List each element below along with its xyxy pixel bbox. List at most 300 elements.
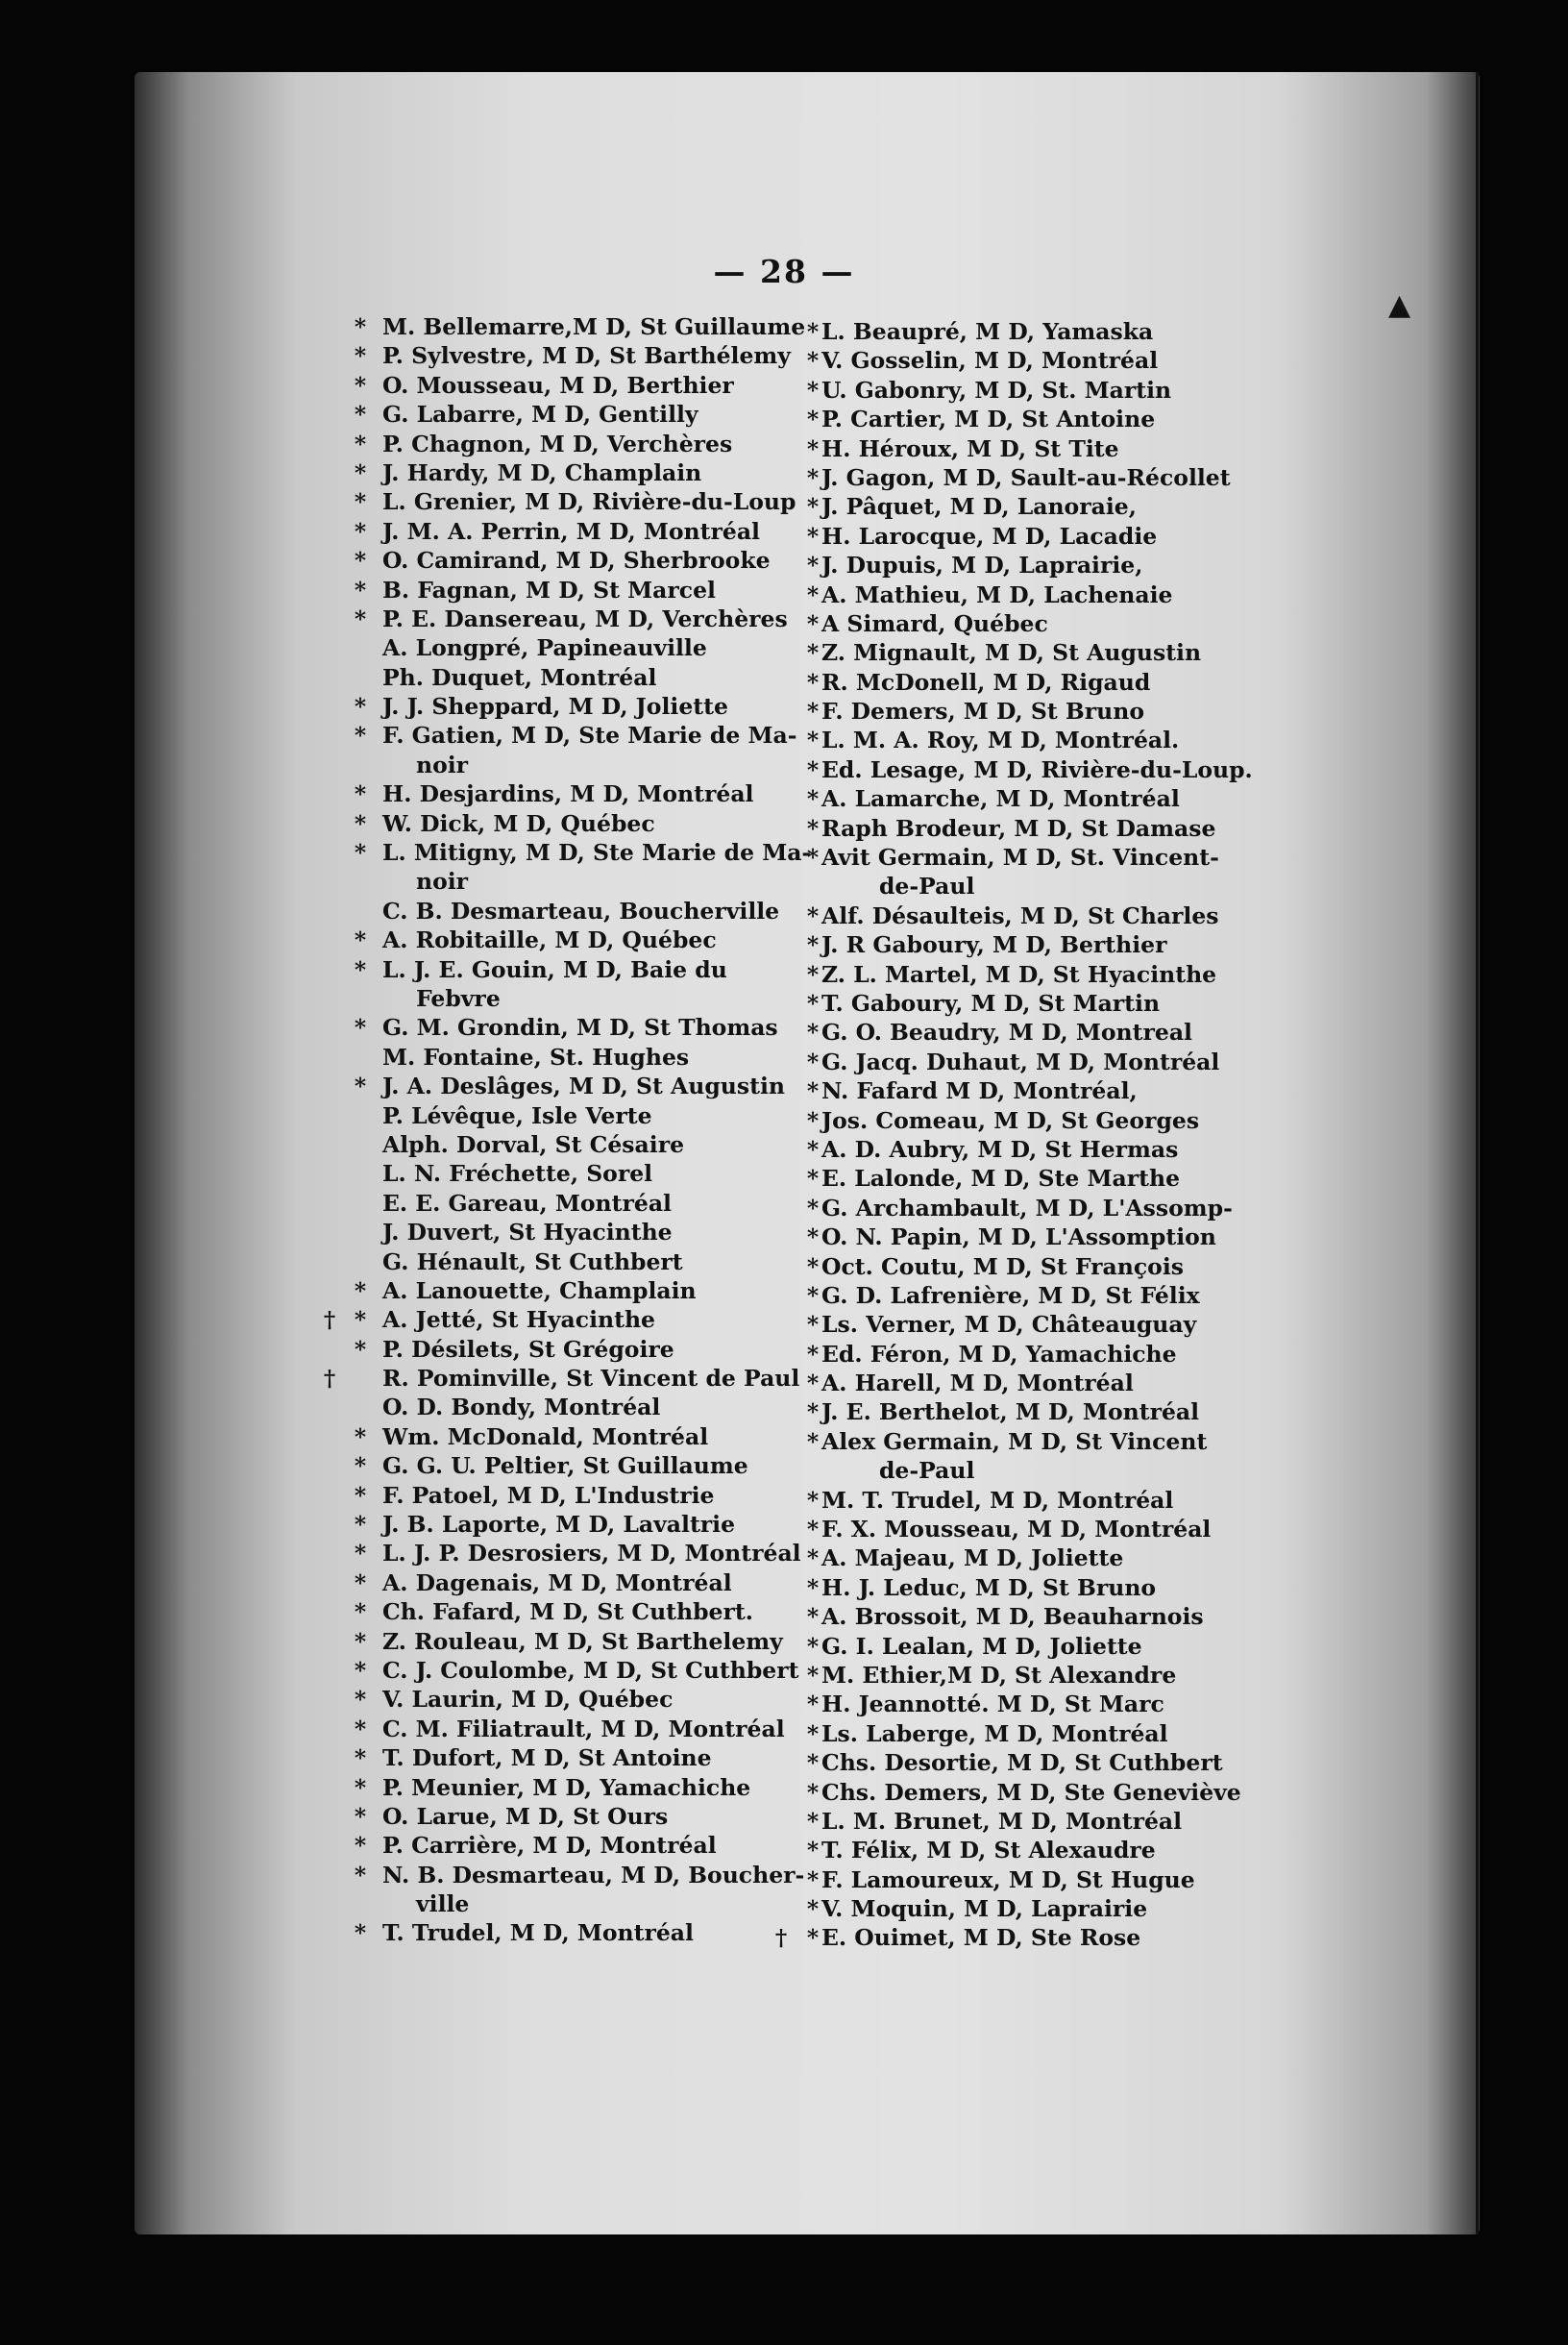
directory-entry	[806, 405, 1283, 433]
asterisk-mark: *	[806, 1865, 820, 1893]
directory-entry	[320, 1364, 839, 1393]
asterisk-mark: *	[806, 755, 820, 783]
entry-text: Ls. Verner, M D, Châteauguay	[821, 1311, 1197, 1339]
entry-text: Ls. Laberge, M D, Montréal	[821, 1719, 1168, 1747]
directory-entry	[320, 1656, 839, 1685]
entry-text: R. Pominville, St Vincent de Paul	[382, 1365, 800, 1393]
entry-text: F. Gatien, M D, Ste Marie de Ma-	[382, 722, 797, 750]
asterisk-mark: *	[354, 1014, 367, 1042]
asterisk-mark: *	[806, 1427, 820, 1455]
directory-entry	[320, 633, 839, 662]
entry-text: A. Lamarche, M D, Montréal	[821, 785, 1180, 813]
asterisk-mark: *	[354, 430, 367, 457]
asterisk-mark: *	[354, 1744, 367, 1772]
entry-text: O. D. Bondy, Montréal	[382, 1394, 661, 1421]
asterisk-mark: *	[354, 1422, 367, 1450]
entry-text: Chs. Demers, M D, Ste Geneviève	[821, 1778, 1241, 1806]
entry-text: T. Félix, M D, St Alexaudre	[821, 1837, 1156, 1864]
right-column	[774, 317, 1283, 1953]
directory-entry	[320, 1393, 839, 1421]
asterisk-mark: *	[354, 1802, 367, 1830]
entry-text: H. Jeannotté. M D, St Marc	[821, 1691, 1164, 1718]
entry-text: O. Camirand, M D, Sherbrooke	[382, 547, 771, 575]
directory-entry	[806, 1048, 1283, 1076]
entry-text: P. Carrière, M D, Montréal	[382, 1832, 717, 1860]
entry-text: F. Lamoureux, M D, St Hugue	[821, 1865, 1195, 1893]
asterisk-mark: *	[806, 668, 820, 696]
entry-text: G. G. U. Peltier, St Guillaume	[382, 1452, 748, 1480]
directory-entry	[806, 1076, 1283, 1105]
asterisk-mark: *	[806, 1370, 820, 1397]
directory-entry	[806, 434, 1283, 463]
directory-entry	[806, 1602, 1283, 1631]
asterisk-mark: *	[806, 376, 820, 404]
entry-text: B. Fagnan, M D, St Marcel	[382, 576, 716, 604]
directory-entry	[320, 809, 839, 838]
entry-text: N. B. Desmarteau, M D, Boucher-	[382, 1861, 805, 1888]
directory-entry	[806, 1397, 1283, 1426]
directory-entry	[320, 1597, 839, 1626]
directory-entry	[320, 1072, 839, 1100]
directory-entry	[320, 1715, 839, 1743]
entry-text: J. Gagon, M D, Sault-au-Récollet	[821, 463, 1231, 491]
asterisk-mark: *	[354, 1540, 367, 1567]
asterisk-mark: *	[806, 1807, 820, 1835]
directory-entry	[320, 1802, 839, 1831]
directory-entry	[806, 814, 1283, 843]
asterisk-mark: *	[354, 576, 367, 604]
directory-entry	[320, 1743, 839, 1772]
asterisk-mark: *	[806, 1573, 820, 1601]
directory-entry	[806, 901, 1283, 930]
directory-entry	[320, 341, 839, 370]
directory-entry	[320, 1539, 839, 1567]
directory-entry	[320, 1685, 839, 1714]
entry-text: Alf. Désaulteis, M D, St Charles	[821, 901, 1219, 929]
entry-text: C. B. Desmarteau, Boucherville	[382, 897, 780, 925]
entry-text: V. Moquin, M D, Laprairie	[821, 1895, 1148, 1923]
directory-entry	[806, 1427, 1283, 1456]
directory-entry	[806, 1340, 1283, 1369]
asterisk-mark: *	[806, 1603, 820, 1631]
directory-entry	[320, 1305, 839, 1334]
asterisk-mark: *	[806, 1165, 820, 1193]
entry-text: E. E. Gareau, Montréal	[382, 1189, 672, 1217]
entry-text: P. Cartier, M D, St Antoine	[821, 406, 1156, 433]
asterisk-mark: *	[354, 1832, 367, 1860]
directory-entry	[806, 1310, 1283, 1339]
asterisk-mark: *	[806, 1048, 820, 1075]
entry-text: A. Lanouette, Champlain	[382, 1276, 697, 1304]
edge-mark: ▲	[1388, 288, 1411, 322]
asterisk-mark: *	[354, 342, 367, 370]
directory-entry	[806, 668, 1283, 697]
entry-text: Z. Rouleau, M D, St Barthelemy	[382, 1627, 783, 1655]
asterisk-mark: *	[806, 931, 820, 959]
asterisk-mark: *	[806, 785, 820, 813]
directory-entry	[320, 721, 839, 750]
entry-text: A. Mathieu, M D, Lachenaie	[821, 580, 1173, 608]
asterisk-mark: *	[806, 1281, 820, 1309]
directory-entry	[320, 1335, 839, 1364]
entry-text: Ch. Fafard, M D, St Cuthbert.	[382, 1598, 753, 1626]
directory-entry	[320, 838, 839, 867]
asterisk-mark: *	[354, 926, 367, 954]
asterisk-mark: *	[354, 1568, 367, 1596]
directory-entry	[806, 317, 1283, 346]
directory-entry	[806, 638, 1283, 667]
entry-text: A. Dagenais, M D, Montréal	[382, 1568, 732, 1596]
asterisk-mark: *	[806, 960, 820, 988]
asterisk-mark: *	[806, 1194, 820, 1222]
asterisk-mark: *	[354, 313, 367, 340]
asterisk-mark: *	[354, 1306, 367, 1334]
entry-continuation: de-Paul	[879, 873, 975, 901]
entry-text: Ed. Lesage, M D, Rivière-du-Loup.	[821, 755, 1253, 783]
asterisk-mark: *	[806, 1516, 820, 1543]
asterisk-mark: *	[354, 1627, 367, 1655]
directory-entry	[806, 463, 1283, 492]
entry-text: J. Dupuis, M D, Laprairie,	[821, 552, 1143, 580]
directory-entry	[806, 1543, 1283, 1572]
asterisk-mark: *	[354, 488, 367, 516]
entry-text: A. D. Aubry, M D, St Hermas	[821, 1135, 1179, 1163]
entry-text: A. Longpré, Papineauville	[382, 634, 707, 662]
directory-entry	[320, 1831, 839, 1860]
entry-text: J. M. A. Perrin, M D, Montréal	[382, 517, 760, 545]
asterisk-mark: *	[806, 1895, 820, 1923]
asterisk-mark: *	[354, 1656, 367, 1684]
entry-text: Alph. Dorval, St Césaire	[382, 1130, 685, 1158]
entry-text: Ph. Duquet, Montréal	[382, 663, 657, 691]
entry-text: A. Majeau, M D, Joliette	[821, 1544, 1124, 1572]
directory-entry	[320, 1568, 839, 1597]
directory-entry	[806, 1690, 1283, 1718]
directory-entry	[320, 371, 839, 400]
entry-text: A. Brossoit, M D, Beauharnois	[821, 1603, 1204, 1631]
asterisk-mark: *	[354, 955, 367, 983]
entry-text: M. Ethier,M D, St Alexandre	[821, 1661, 1177, 1689]
asterisk-mark: *	[806, 989, 820, 1017]
entry-text: A. Jetté, St Hyacinthe	[382, 1306, 655, 1334]
entry-text: H. Desjardins, M D, Montréal	[382, 780, 754, 808]
entry-text: T. Dufort, M D, St Antoine	[382, 1744, 712, 1772]
directory-entry	[806, 697, 1283, 726]
entry-text: F. Patoel, M D, L'Industrie	[382, 1481, 715, 1509]
asterisk-mark: *	[806, 522, 820, 550]
asterisk-mark: *	[354, 693, 367, 721]
asterisk-mark: *	[354, 839, 367, 867]
entry-text: C. M. Filiatrault, M D, Montréal	[382, 1715, 785, 1742]
asterisk-mark: *	[806, 1837, 820, 1864]
asterisk-mark: *	[354, 1773, 367, 1801]
entry-text: C. J. Coulombe, M D, St Cuthbert	[382, 1656, 799, 1684]
entry-continuation: noir	[416, 751, 469, 778]
directory-entry	[806, 1515, 1283, 1543]
entry-text: H. Héroux, M D, St Tite	[821, 434, 1119, 462]
entry-text: M. T. Trudel, M D, Montréal	[821, 1486, 1174, 1514]
directory-entry	[320, 1627, 839, 1656]
asterisk-mark: *	[806, 1311, 820, 1339]
entry-text: H. Larocque, M D, Lacadie	[821, 522, 1158, 550]
directory-entry	[806, 960, 1283, 989]
asterisk-mark: *	[806, 1019, 820, 1047]
asterisk-mark: *	[806, 1778, 820, 1806]
entry-text: Oct. Coutu, M D, St François	[821, 1252, 1184, 1280]
entry-text: J. Hardy, M D, Champlain	[382, 458, 702, 486]
directory-entry	[320, 955, 839, 984]
entry-text: G. Jacq. Duhaut, M D, Montréal	[821, 1048, 1220, 1075]
entry-text: G. I. Lealan, M D, Joliette	[821, 1632, 1142, 1660]
directory-entry	[806, 1661, 1283, 1690]
entry-text: T. Trudel, M D, Montréal	[382, 1919, 694, 1947]
asterisk-mark: *	[806, 1223, 820, 1251]
entry-text: U. Gabonry, M D, St. Martin	[821, 376, 1172, 404]
entry-text: A. Robitaille, M D, Québec	[382, 926, 717, 954]
entry-text: N. Fafard M D, Montréal,	[821, 1077, 1138, 1105]
directory-entry	[806, 1281, 1283, 1310]
directory-entry	[320, 576, 839, 605]
entry-text: G. O. Beaudry, M D, Montreal	[821, 1019, 1192, 1047]
asterisk-mark: *	[806, 1719, 820, 1747]
directory-entry	[320, 1451, 839, 1480]
asterisk-mark: *	[354, 1481, 367, 1509]
entry-text: G. Archambault, M D, L'Assomp-	[821, 1194, 1233, 1222]
asterisk-mark: *	[806, 1691, 820, 1718]
entry-text: L. Beaupré, M D, Yamaska	[821, 318, 1154, 345]
directory-entry	[320, 1481, 839, 1510]
asterisk-mark: *	[806, 639, 820, 667]
asterisk-mark: *	[806, 844, 820, 872]
entry-text: E. Lalonde, M D, Ste Marthe	[821, 1165, 1181, 1193]
directory-entry	[806, 784, 1283, 813]
asterisk-mark: *	[354, 1511, 367, 1539]
directory-entry	[320, 517, 839, 546]
entry-text: G. Hénault, St Cuthbert	[382, 1247, 683, 1275]
directory-entry	[806, 1486, 1283, 1515]
directory-entry	[806, 755, 1283, 784]
entry-text: A. Harell, M D, Montréal	[821, 1370, 1134, 1397]
asterisk-mark: *	[806, 1340, 820, 1368]
entry-text: P. Meunier, M D, Yamachiche	[382, 1773, 751, 1801]
entry-continuation: ville	[416, 1890, 470, 1918]
entry-text: O. N. Papin, M D, L'Assomption	[821, 1223, 1216, 1251]
asterisk-mark: *	[806, 1486, 820, 1514]
entry-text: F. Demers, M D, St Bruno	[821, 698, 1144, 726]
directory-entry	[320, 458, 839, 487]
asterisk-mark: *	[806, 727, 820, 754]
entry-continuation: noir	[416, 868, 469, 896]
asterisk-mark: *	[806, 1924, 820, 1952]
entry-continuation: Febvre	[416, 984, 501, 1012]
entry-text: G. Labarre, M D, Gentilly	[382, 401, 698, 429]
page-number: — 28 —	[713, 253, 855, 290]
asterisk-mark: *	[806, 1661, 820, 1689]
entry-text: P. Sylvestre, M D, St Barthélemy	[382, 342, 791, 370]
asterisk-mark: *	[806, 1252, 820, 1280]
dagger-mark: †	[774, 1924, 788, 1952]
entry-text: Z. L. Martel, M D, St Hyacinthe	[821, 960, 1217, 988]
entry-text: Ed. Féron, M D, Yamachiche	[821, 1340, 1177, 1368]
directory-entry	[806, 1778, 1283, 1807]
entry-text: L. J. P. Desrosiers, M D, Montréal	[382, 1540, 801, 1567]
asterisk-mark: *	[354, 1073, 367, 1100]
directory-entry	[320, 663, 839, 692]
directory-entry	[320, 1247, 839, 1276]
directory-entry	[774, 1923, 1283, 1952]
asterisk-mark: *	[354, 547, 367, 575]
asterisk-mark: *	[806, 1749, 820, 1777]
asterisk-mark: *	[354, 809, 367, 837]
asterisk-mark: *	[806, 406, 820, 433]
directory-entry	[806, 1807, 1283, 1836]
asterisk-mark: *	[806, 901, 820, 929]
directory-entry	[320, 546, 839, 575]
entry-text: P. Lévêque, Isle Verte	[382, 1101, 652, 1129]
entry-text: J. A. Deslâges, M D, St Augustin	[382, 1073, 785, 1100]
directory-entry	[806, 551, 1283, 580]
entry-text: Z. Mignault, M D, St Augustin	[821, 639, 1202, 667]
asterisk-mark: *	[354, 605, 367, 632]
directory-entry	[806, 1865, 1283, 1894]
directory-entry	[320, 692, 839, 721]
directory-entry	[320, 430, 839, 458]
directory-entry	[320, 1189, 839, 1218]
directory-entry	[806, 1573, 1283, 1602]
entry-text: L. N. Fréchette, Sorel	[382, 1160, 653, 1188]
asterisk-mark: *	[354, 517, 367, 545]
entry-text: J. R Gaboury, M D, Berthier	[821, 931, 1167, 959]
directory-entry	[320, 1013, 839, 1042]
entry-text: M. Bellemarre,M D, St Guillaume	[382, 313, 806, 340]
directory-entry	[806, 609, 1283, 638]
entry-text: P. Désilets, St Grégoire	[382, 1335, 674, 1363]
entry-text: J. Duvert, St Hyacinthe	[382, 1219, 673, 1247]
entry-text: Raph Brodeur, M D, St Damase	[821, 814, 1216, 842]
entry-text: L. J. E. Gouin, M D, Baie du	[382, 955, 727, 983]
directory-entry	[806, 1748, 1283, 1777]
entry-text: Wm. McDonald, Montréal	[382, 1422, 709, 1450]
asterisk-mark: *	[354, 1452, 367, 1480]
directory-entry	[320, 1510, 839, 1539]
directory-entry	[320, 897, 839, 926]
directory-entry	[806, 726, 1283, 754]
directory-entry	[320, 312, 839, 341]
directory-entry	[320, 1101, 839, 1130]
entry-text: P. Chagnon, M D, Verchères	[382, 430, 733, 457]
directory-entry	[806, 1719, 1283, 1748]
directory-entry	[320, 926, 839, 954]
directory-entry	[806, 989, 1283, 1018]
entry-text: J. Pâquet, M D, Lanoraie,	[821, 493, 1137, 521]
directory-entry	[320, 1918, 839, 1947]
entry-text: W. Dick, M D, Québec	[382, 809, 655, 837]
entry-text: H. J. Leduc, M D, St Bruno	[821, 1573, 1157, 1601]
entry-text: J. B. Laporte, M D, Lavaltrie	[382, 1511, 736, 1539]
asterisk-mark: *	[806, 318, 820, 345]
entry-text: Chs. Desortie, M D, St Cuthbert	[821, 1749, 1223, 1777]
entry-text: Jos. Comeau, M D, St Georges	[821, 1106, 1200, 1134]
asterisk-mark: *	[806, 698, 820, 726]
entry-text: T. Gaboury, M D, St Martin	[821, 989, 1161, 1017]
directory-entry	[806, 1018, 1283, 1047]
entry-text: G. M. Grondin, M D, St Thomas	[382, 1014, 778, 1042]
directory-entry	[320, 1861, 839, 1889]
asterisk-mark: *	[354, 780, 367, 808]
directory-entry	[806, 376, 1283, 405]
directory-entry	[806, 1369, 1283, 1397]
directory-entry	[320, 779, 839, 808]
directory-entry	[806, 346, 1283, 375]
directory-entry	[320, 1422, 839, 1451]
directory-entry	[320, 1218, 839, 1247]
asterisk-mark: *	[354, 458, 367, 486]
asterisk-mark: *	[354, 1861, 367, 1888]
directory-entry	[806, 1252, 1283, 1281]
directory-entry	[806, 1222, 1283, 1251]
entry-continuation: de-Paul	[879, 1457, 975, 1485]
directory-entry	[320, 1276, 839, 1305]
entry-text: E. Ouimet, M D, Ste Rose	[821, 1924, 1141, 1952]
directory-entry	[320, 1773, 839, 1802]
asterisk-mark: *	[354, 1276, 367, 1304]
directory-entry	[806, 1894, 1283, 1923]
entry-text: J. J. Sheppard, M D, Joliette	[382, 693, 728, 721]
directory-entry	[806, 843, 1283, 872]
directory-entry	[806, 522, 1283, 551]
asterisk-mark: *	[354, 371, 367, 399]
directory-entry	[806, 930, 1283, 959]
asterisk-mark: *	[806, 580, 820, 608]
asterisk-mark: *	[354, 1598, 367, 1626]
entry-text: J. E. Berthelot, M D, Montréal	[821, 1398, 1200, 1426]
asterisk-mark: *	[806, 493, 820, 521]
entry-text: Alex Germain, M D, St Vincent	[821, 1427, 1208, 1455]
entry-text: V. Laurin, M D, Québec	[382, 1686, 674, 1714]
directory-entry	[806, 1135, 1283, 1164]
entry-text: L. Grenier, M D, Rivière-du-Loup	[382, 488, 796, 516]
entry-text: L. M. A. Roy, M D, Montréal.	[821, 727, 1180, 754]
directory-entry	[806, 1194, 1283, 1222]
entry-text: G. D. Lafrenière, M D, St Félix	[821, 1281, 1200, 1309]
asterisk-mark: *	[806, 347, 820, 375]
asterisk-mark: *	[354, 722, 367, 750]
entry-text: L. M. Brunet, M D, Montréal	[821, 1807, 1183, 1835]
directory-entry	[320, 400, 839, 429]
entry-text: O. Larue, M D, St Ours	[382, 1802, 669, 1830]
asterisk-mark: *	[354, 401, 367, 429]
asterisk-mark: *	[806, 1544, 820, 1572]
asterisk-mark: *	[806, 814, 820, 842]
entry-text: O. Mousseau, M D, Berthier	[382, 371, 734, 399]
directory-entry	[806, 1632, 1283, 1661]
dagger-mark: †	[323, 1306, 336, 1334]
directory-entry	[806, 1836, 1283, 1864]
directory-entry	[806, 492, 1283, 521]
entry-text: L. Mitigny, M D, Ste Marie de Ma-	[382, 839, 812, 867]
left-column	[320, 312, 839, 1948]
dagger-mark: †	[323, 1365, 336, 1393]
entry-text: Avit Germain, M D, St. Vincent-	[821, 844, 1219, 872]
entry-text: R. McDonell, M D, Rigaud	[821, 668, 1151, 696]
entry-text: P. E. Dansereau, M D, Verchères	[382, 605, 788, 632]
asterisk-mark: *	[806, 552, 820, 580]
asterisk-mark: *	[354, 1335, 367, 1363]
fold-line	[1476, 72, 1479, 2234]
asterisk-mark: *	[806, 463, 820, 491]
directory-entry	[806, 1106, 1283, 1135]
asterisk-mark: *	[354, 1686, 367, 1714]
